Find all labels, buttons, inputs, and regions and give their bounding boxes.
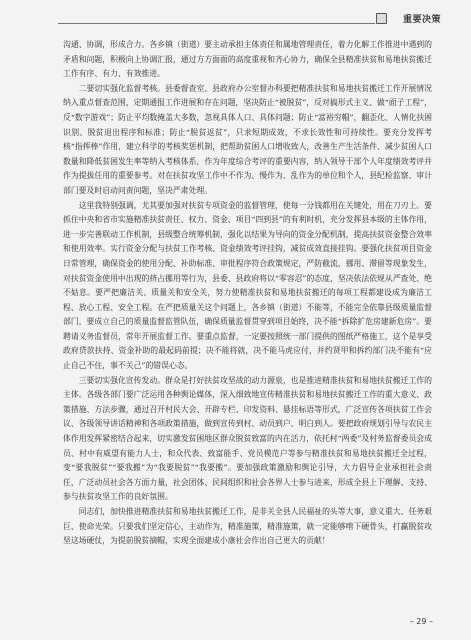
book-icon [376, 13, 387, 24]
page-number: – 29 – [409, 617, 433, 626]
body-text [63, 38, 432, 549]
paragraph-publicity: 三要切实强化宣传发动。群众是打好扶贫攻坚战的动力源泉，也是推进精准扶贫和易地扶贫搬迁工作的主体。各级各部门要广泛运用各种舆论媒体，深入细致地宣传精准扶贫和易地扶贫搬迁工作的重大意义、政策措施、方法步骤，通过召开村民大会、开辟专栏、印发资料、悬挂标语等形式，广泛宣传各项扶贫工作会议、各级领导讲话精神和各项政策措施，做到宣传到村、动员到户、明白到人。要把政府规划引导与农民主体作用发挥紧密结合起来，切实激发贫困地区群众脱贫致富的内在活力，依托村“两委”及村务监督委员会成员、村中有威望有能力人士，和众代表、致富能手、党员模范户等参与精准扶贫和易地扶贫搬迁全过程，变“要我脱贫”“要我搬”为“我要脱贫”“我要搬”。要加强政策激励和舆论引导，大力倡导企业承担社会责任，广泛动员社会各方面力量，社会团体、民间组织和社会各界人士参与进来，形成全县上下理解、支持、参与扶贫攻坚工作的良好氛围。 [63, 375, 432, 502]
paragraph-closing: 同志们，加快推进精准扶贫和易地扶贫搬迁工作，是非关全县人民福祉的头等大事，意义重大、任务艰巨、使命光荣。只要我们坚定信心，主动作为，精准施策，精准施策，就一定能够啃下硬骨头，打赢脱贫攻坚这场硬仗，为提前脱贫摘帽，实现全面建成小康社会作出自己更大的贡献！ [63, 507, 432, 546]
paragraph-funds: 这里我特别强调，尤其要加强对扶贫专项资金的监督管理，使每一分钱都用在关键处，用在刀刃上。要抓住中央和省市实施精准扶贫责任、权力、资金、项目“四到县”的有利时机，充分发挥县本级的主体作用，进一步完善联动工作机制，县级整合统筹机制，强化以结果为导向的资金分配机制，提高扶贫资金整合效率和使用效率。实行资金分配与扶贫工作考核、资金绩效考评挂钩，减贫成效直接挂钩。要强化扶贫项目资金日常管理，确保资金的使用分配、补助标准、审批程序符合政策规定，严防截流、挪用、滞留等现象发生，对扶贫资金使用中出现的挤占挪用等行为，县委、县政府将以“零容忍”的态度，坚决依法依规从严查处、绝不姑息。要严把廉洁关、质量关和安全关，努力使精准扶贫和易地扶贫搬迁的每项工程都建设成为廉洁工程、放心工程、安全工程。在严把质量关这个问题上，各乡镇（街道）不能等，不能完全依靠县级质量监督部门，要成立自己的质量监督监管队伍，确保质量监督贯穿到项目始终，决不能“拆除扩危房建新危房”。要聘请义务监督员，常年开展监督工作。要重点监督，一定要按照统一部门提供的图纸严格施工，这个是享受政府贷款扶持、资金补助的最起码前提；决不能将就，决不能马虎应付，并约贤甲和拆约部门决不能有“应止自己不住，事不关己”的错误心态。 [63, 200, 432, 371]
header-rule [58, 23, 375, 24]
paragraph-supervision: 二要切实强化监督考核。县委督查室、县政府办公室督办科要把精准扶贫和易地扶贫搬迁工作开展情况纳入重点督查范围，定期通报工作进展和存在问题，坚决防止“被脱贫”，反对搞形式主义、做“面子工程”，反“数字游戏”；防止平均数掩盖大多数，忽视具体人口、具体问题；防止“富裕穷帽”，翻歪化、人情化扶困识别、脱贫退出程序和标准；防止“脱贫返贫”，只求短期成效，不求长效性和可持续性。要充分发挥考核“指挥棒”作用，建立科学的考核奖惩机制，把帮助贫困人口增收致人，改善生产生活条件、减少贫困人口数量和降低贫困发生率等纳入考核体系，作为年度综合考评的重要内容，纳入领导干部个人年度绩效考评并作为提拔任用的重要参考。对在扶贫攻坚工作中不作为、慢作为、乱作为的单位和个人，县纪检监察、审计部门要及时启动问责问题，坚决严肃处理。 [63, 83, 433, 195]
section-title: 重要决策 [402, 15, 441, 25]
paragraph-continuation: 沟通、协调，形成合力。各乡镇（街道）要主动承担主体责任和属地管理责任，着力化解工作推进中遇到的矛盾和问题，积极向上协调汇报，通过方方面面的高度重视和齐心协力，确保全县精准扶贫和易地扶贫搬迁工作有序、有力、有效推进。 [63, 40, 432, 79]
page-header [58, 10, 443, 26]
